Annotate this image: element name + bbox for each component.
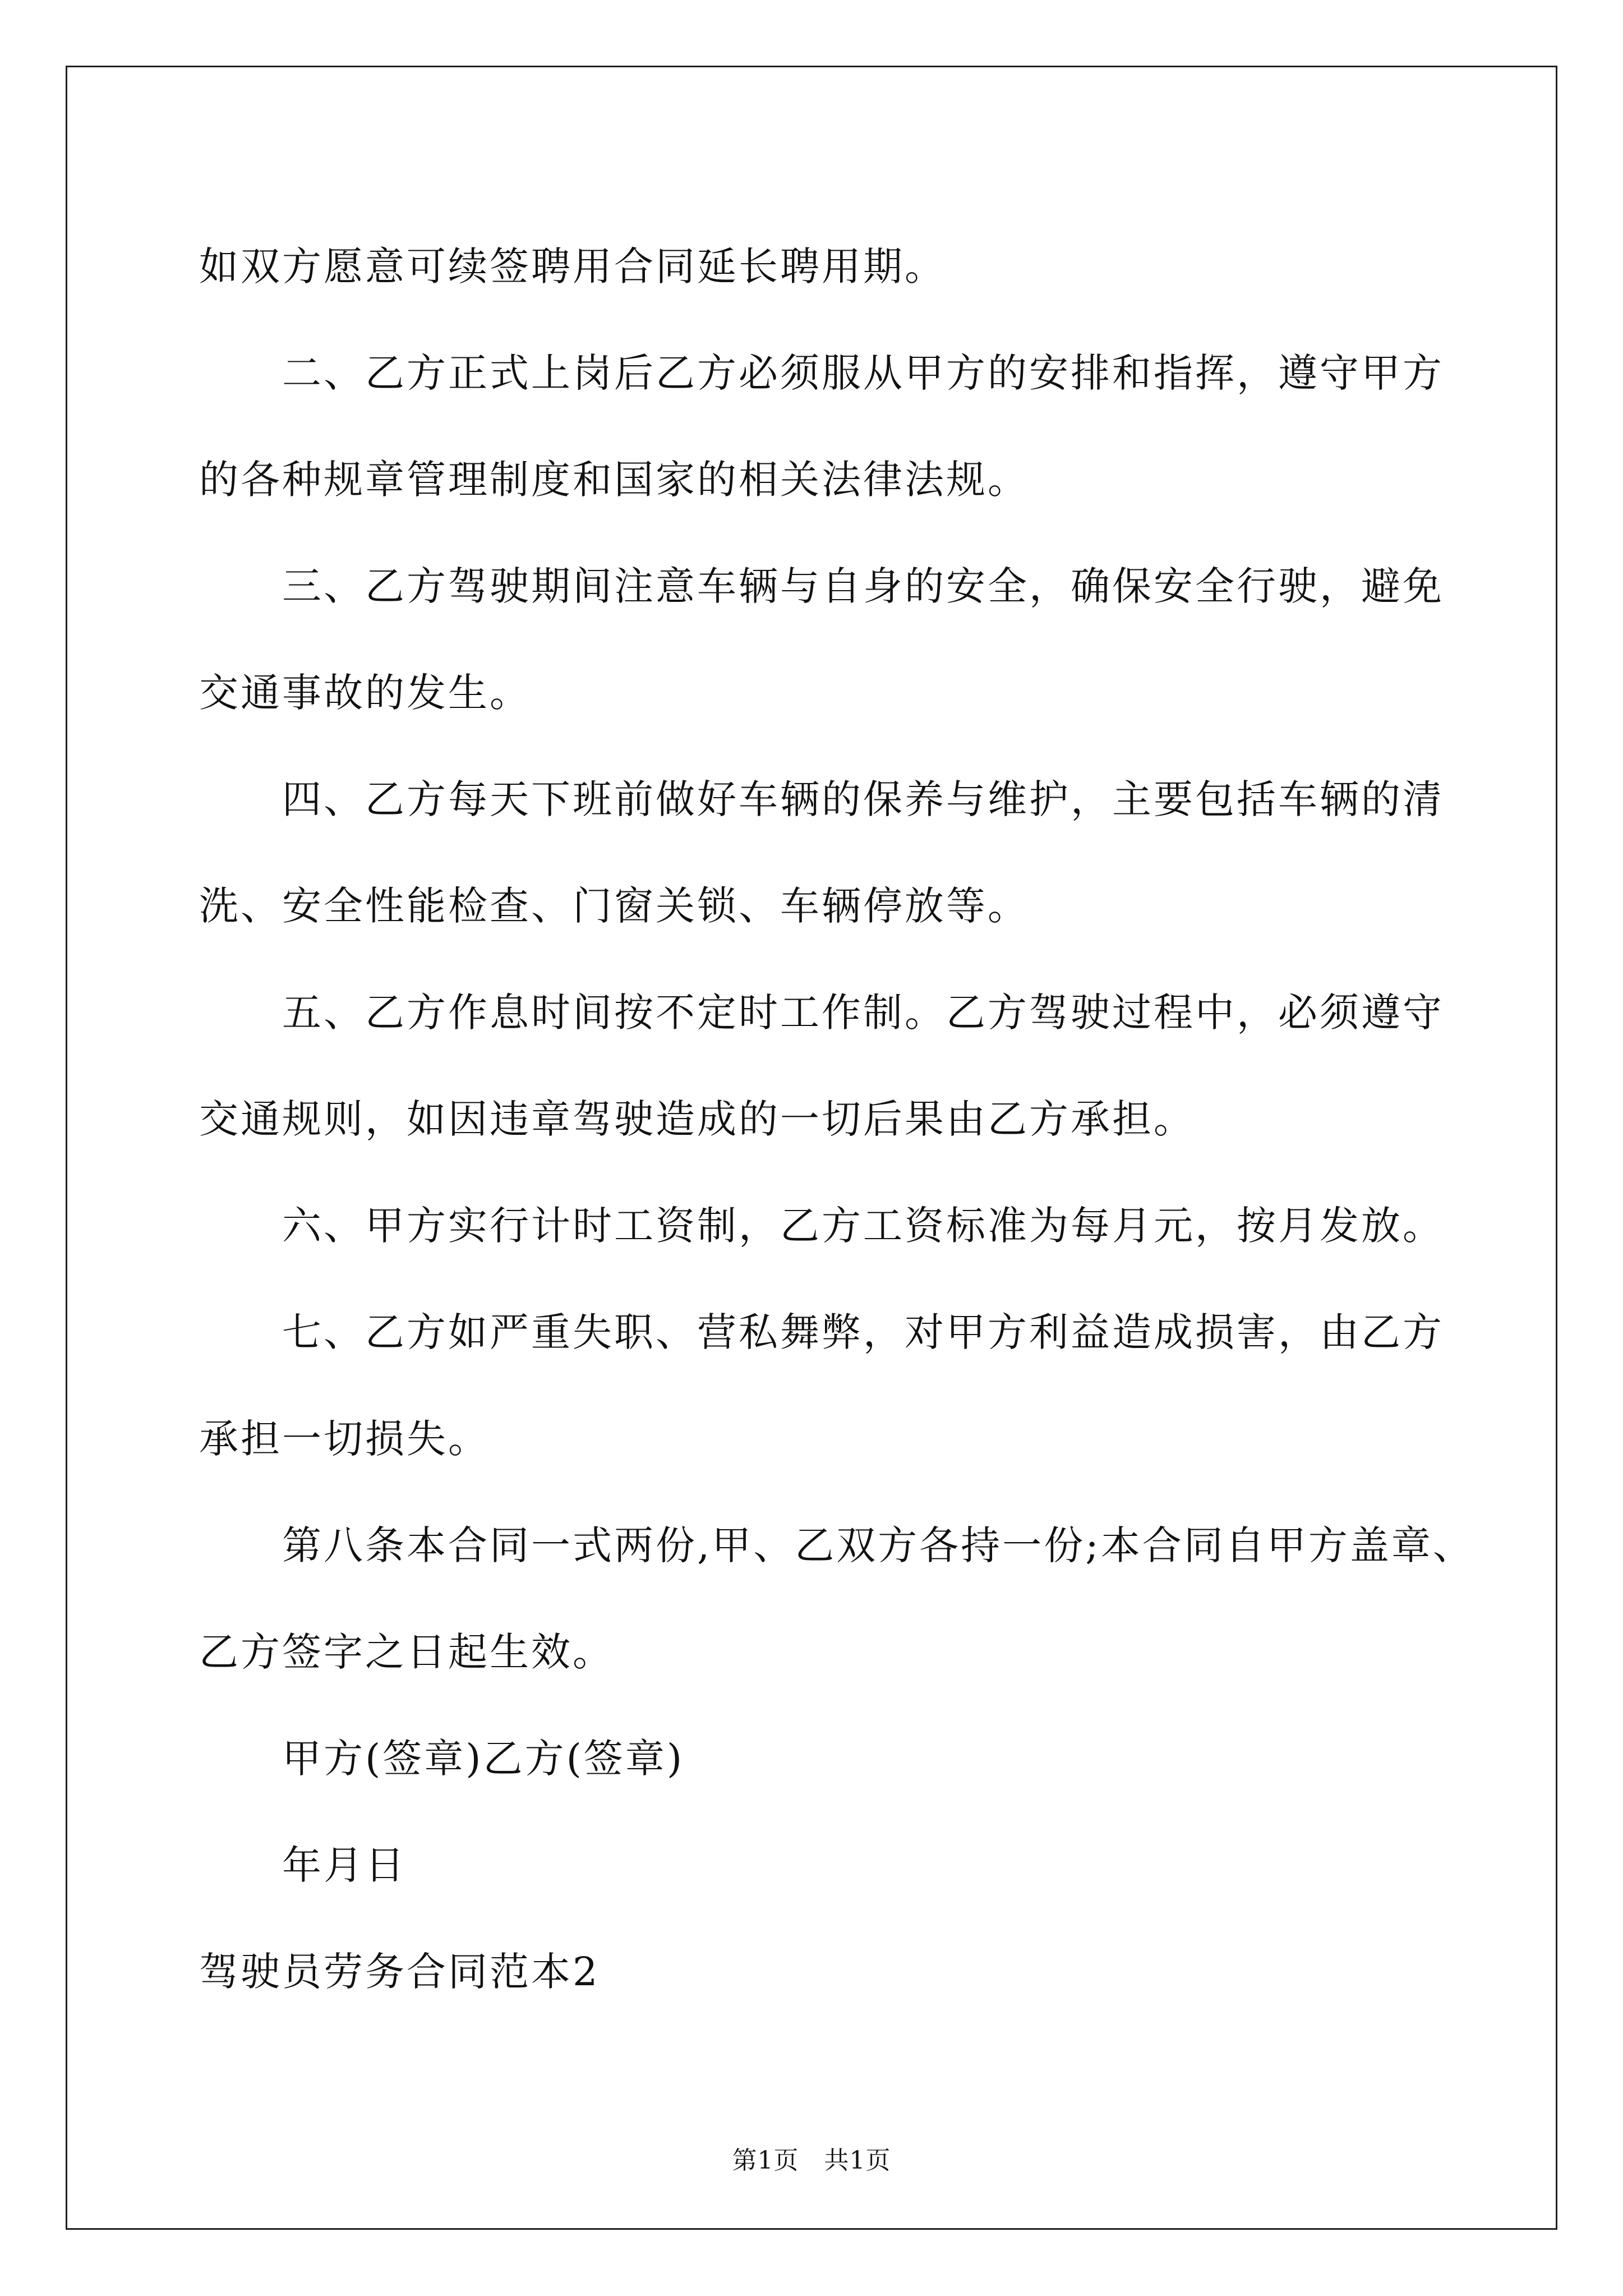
section-heading: 驾驶员劳务合同范本2 xyxy=(199,1949,600,1995)
paragraph-line: 交通规则，如因违章驾驶造成的一切后果由乙方承担。 xyxy=(199,1096,1195,1142)
document-body xyxy=(199,213,1474,2025)
paragraph-line: 如双方愿意可续签聘用合同延长聘用期。 xyxy=(199,243,946,289)
paragraph-line: 六、甲方实行计时工资制，乙方工资标准为每月元，按月发放。 xyxy=(282,1203,1444,1249)
page-footer: 第1页 共1页 xyxy=(732,2146,891,2175)
paragraph-line: 二、乙方正式上岗后乙方必须服从甲方的安排和指挥，遵守甲方 xyxy=(282,350,1444,396)
paragraph-line: 洗、安全性能检查、门窗关锁、车辆停放等。 xyxy=(199,883,1029,929)
paragraph-line: 五、乙方作息时间按不定时工作制。乙方驾驶过程中，必须遵守 xyxy=(282,990,1444,1036)
paragraph-line: 承担一切损失。 xyxy=(199,1416,490,1462)
paragraph-line: 交通事故的发生。 xyxy=(199,670,531,716)
paragraph-line: 乙方签字之日起生效。 xyxy=(199,1629,614,1675)
paragraph-line: 七、乙方如严重失职、营私舞弊，对甲方利益造成损害，由乙方 xyxy=(282,1309,1444,1355)
paragraph-line: 的各种规章管理制度和国家的相关法律法规。 xyxy=(199,457,1029,503)
paragraph-line: 四、乙方每天下班前做好车辆的保养与维护，主要包括车辆的清 xyxy=(282,776,1444,822)
paragraph-line: 第八条本合同一式两份,甲、乙双方各持一份;本合同自甲方盖章、 xyxy=(282,1522,1474,1568)
paragraph-line: 三、乙方驾驶期间注意车辆与自身的安全，确保安全行驶，避免 xyxy=(282,563,1444,609)
signature-line: 甲方(签章)乙方(签章) xyxy=(282,1736,685,1782)
date-line: 年月日 xyxy=(282,1842,407,1888)
